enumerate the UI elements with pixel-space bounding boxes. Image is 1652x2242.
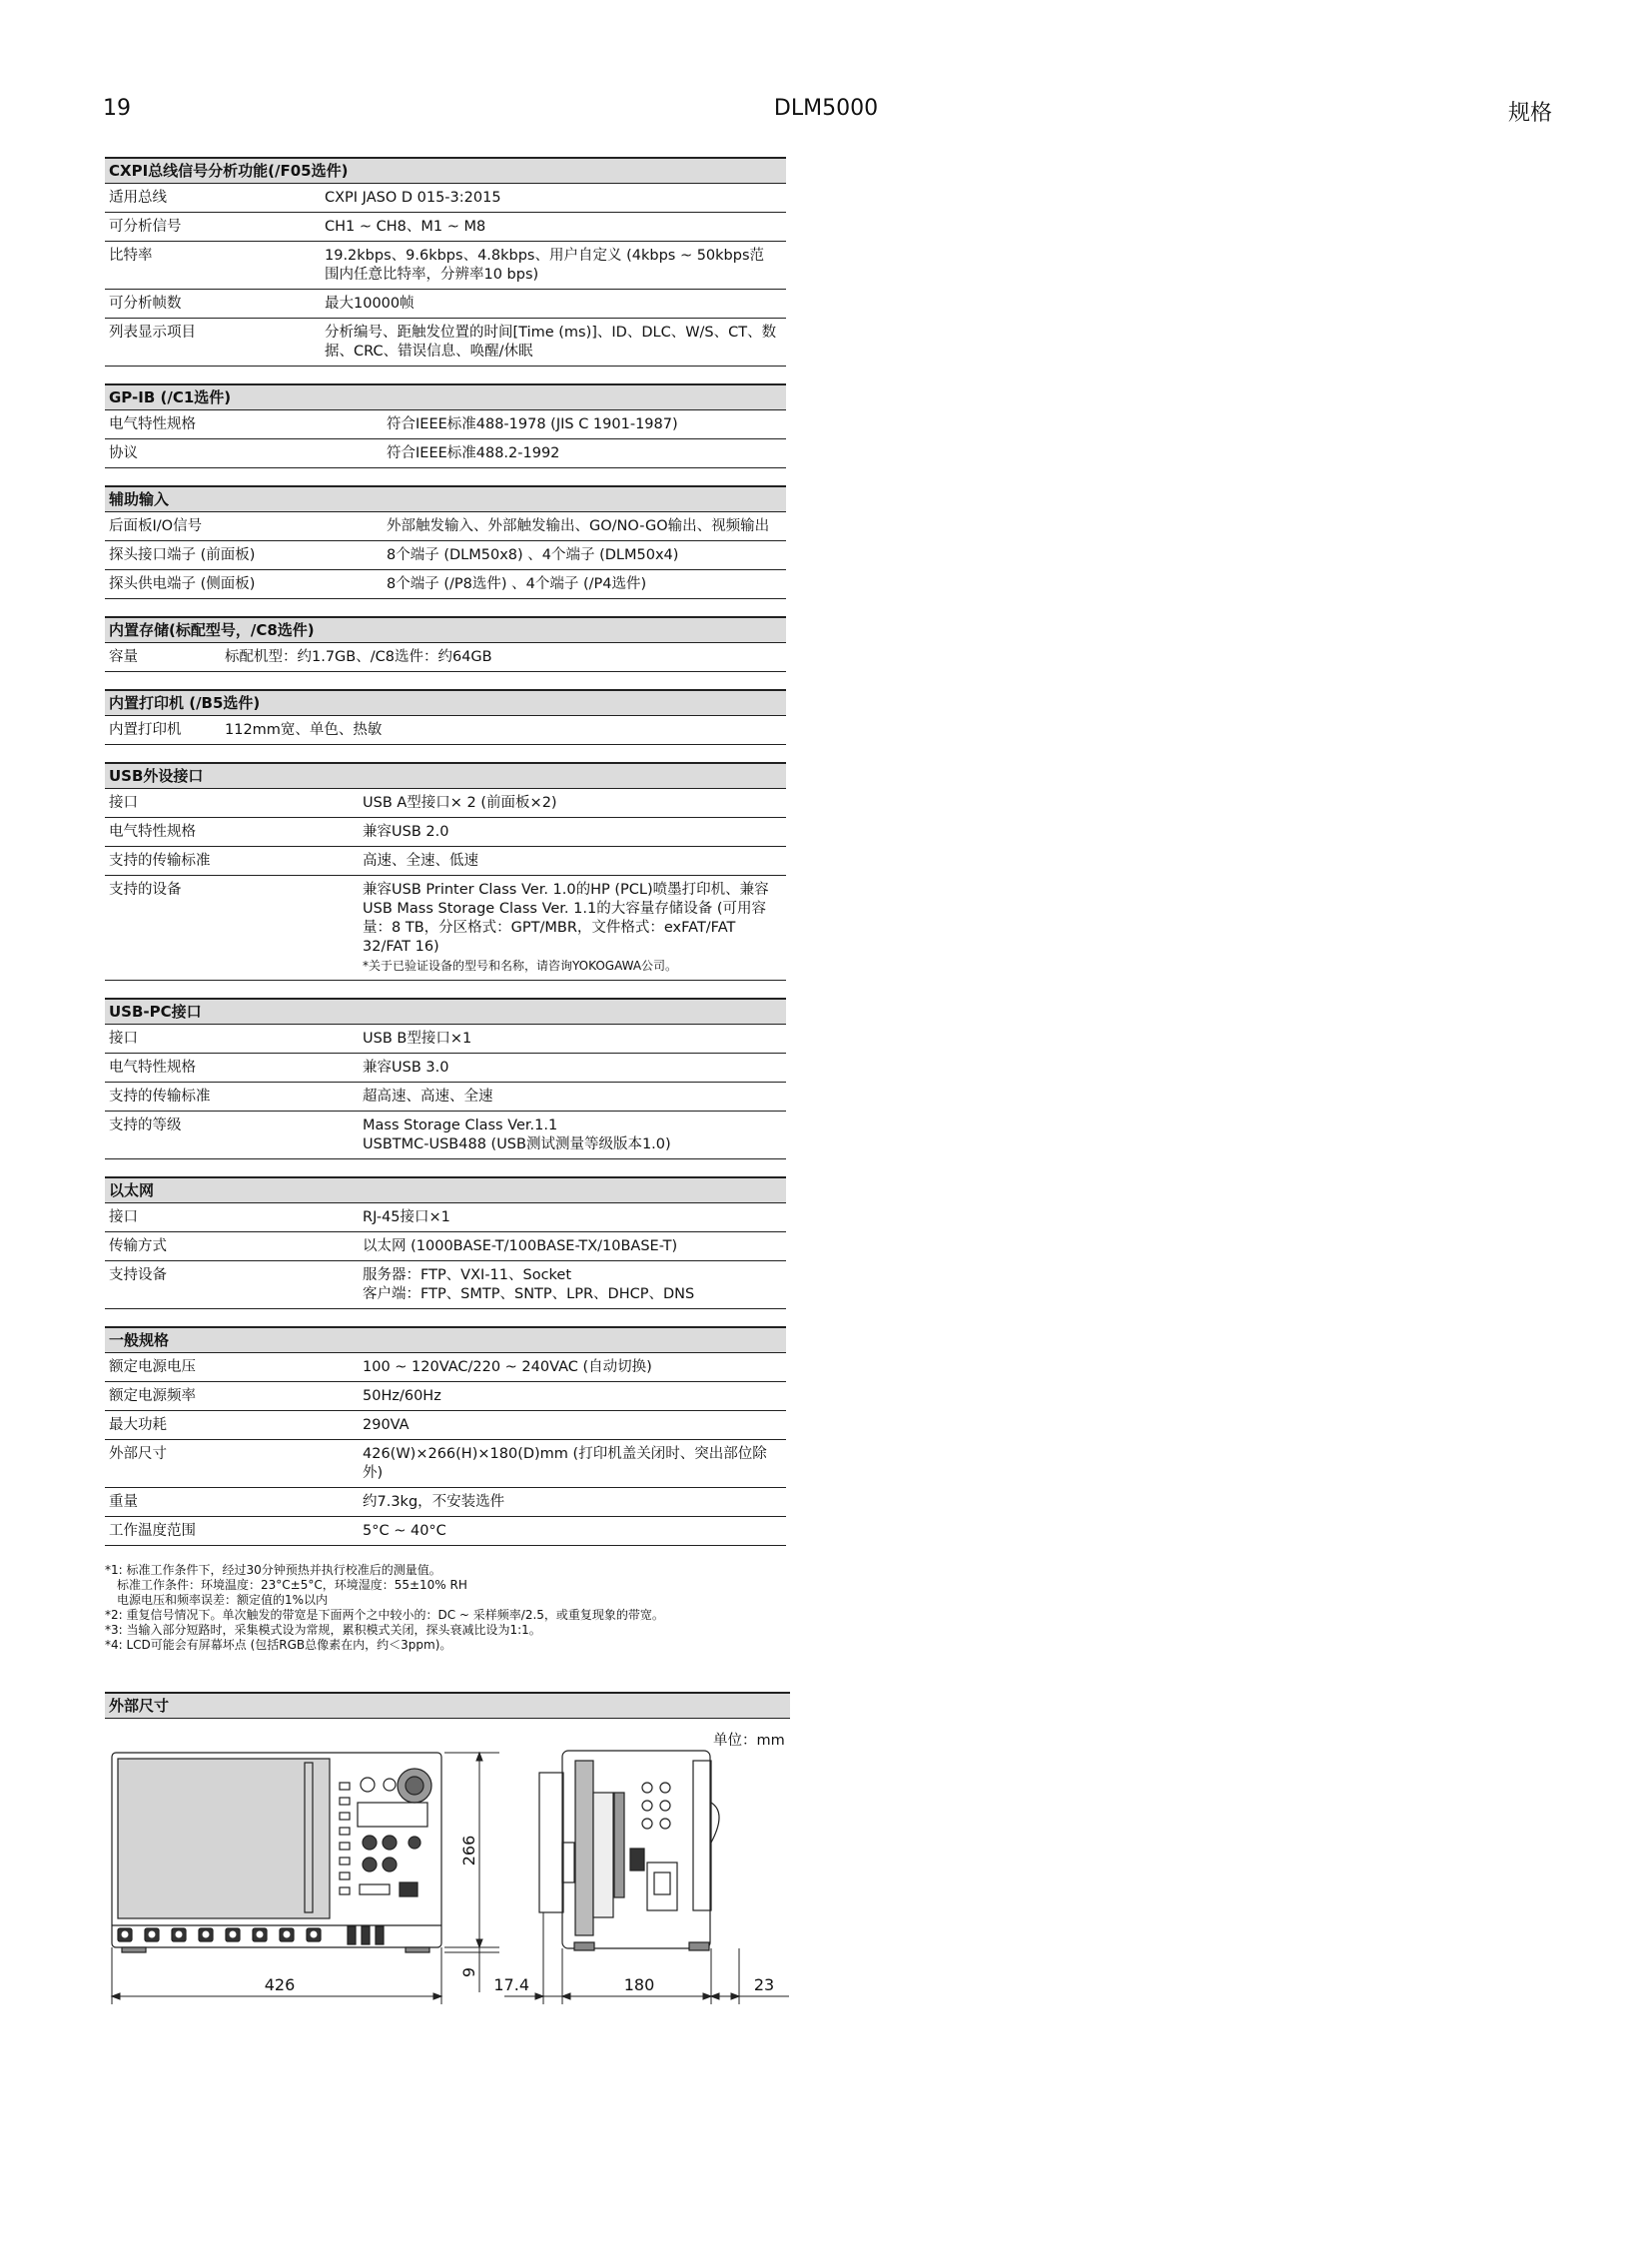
spec-row — [105, 1232, 786, 1261]
spec-label: 电气特性规格 — [109, 824, 196, 840]
dim-foot: 9 — [459, 1966, 478, 1978]
spec-value — [225, 721, 786, 740]
spec-value — [363, 1387, 786, 1406]
spec-value-text: 50Hz/60Hz — [363, 1388, 441, 1404]
spec-value-text: 兼容USB 2.0 — [363, 824, 449, 840]
spec-value — [325, 247, 786, 285]
section-heading: 以太网 — [105, 1176, 786, 1203]
spec-note: *关于已验证设备的型号和名称，请咨询YOKOGAWA公司。 — [363, 959, 678, 973]
page-number: 19 — [103, 96, 131, 121]
spec-value — [363, 1266, 786, 1304]
spec-label: 传输方式 — [109, 1238, 167, 1254]
dim-front: 23 — [753, 1975, 775, 1994]
spec-row — [105, 512, 786, 541]
spec-label: 内置打印机 — [109, 722, 182, 738]
spec-row — [105, 410, 786, 439]
spec-label: 支持的设备 — [109, 882, 182, 898]
spec-value — [325, 218, 786, 237]
spec-value-text: 19.2kbps、9.6kbps、4.8kbps、用户自定义 (4kbps ~ 50kbps范围内任意比特率，分辨率10 bps) — [325, 248, 765, 283]
spec-value-text: 分析编号、距触发位置的时间[Time (ms)]、ID、DLC、W/S、CT、数据、CRC、错误信息、唤醒/休眠 — [325, 325, 777, 360]
spec-label: 重量 — [109, 1494, 138, 1510]
spec-value-text: USB B型接口×1 — [363, 1031, 472, 1047]
spec-row — [105, 184, 786, 213]
spec-label: 适用总线 — [109, 190, 167, 206]
spec-value — [325, 295, 786, 314]
spec-section — [105, 689, 786, 745]
spec-row — [105, 290, 786, 319]
spec-row — [105, 847, 786, 876]
spec-value — [363, 1237, 786, 1256]
spec-row — [105, 1382, 786, 1411]
section-heading: 内置打印机 (/B5选件) — [105, 689, 786, 716]
spec-row — [105, 319, 786, 367]
spec-row — [105, 1054, 786, 1083]
spec-row — [105, 1440, 786, 1488]
spec-label: 电气特性规格 — [109, 1060, 196, 1076]
spec-row — [105, 1261, 786, 1309]
spec-label: 最大功耗 — [109, 1417, 167, 1433]
spec-row — [105, 570, 786, 599]
spec-value-text: CH1 ~ CH8、M1 ~ M8 — [325, 219, 486, 235]
spec-section — [105, 1176, 786, 1309]
spec-value-text: RJ-45接口×1 — [363, 1209, 450, 1225]
spec-row — [105, 789, 786, 818]
spec-value-text: 最大10000帧 — [325, 296, 414, 312]
spec-value — [387, 415, 786, 434]
spec-value — [363, 1445, 786, 1483]
dimension-drawing — [100, 1743, 789, 2007]
spec-label: 支持设备 — [109, 1267, 167, 1283]
footnote: 电源电压和频率误差：额定值的1%以内 — [105, 1593, 329, 1607]
spec-value-text: 标配机型：约1.7GB、/C8选件：约64GB — [225, 649, 492, 665]
spec-value — [363, 1117, 786, 1154]
section-heading: 辅助输入 — [105, 485, 786, 512]
spec-row — [105, 1411, 786, 1440]
spec-row — [105, 643, 786, 672]
spec-row — [105, 716, 786, 745]
spec-value — [363, 794, 786, 813]
section-heading: USB外设接口 — [105, 762, 786, 789]
footnote: *1: 标准工作条件下，经过30分钟预热并执行校准后的测量值。 — [105, 1563, 441, 1577]
spec-value-text: 112mm宽、单色、热敏 — [225, 722, 383, 738]
spec-label: 容量 — [109, 649, 138, 665]
spec-label: 协议 — [109, 445, 138, 461]
spec-value — [363, 852, 786, 871]
spec-value-text: 100 ~ 120VAC/220 ~ 240VAC (自动切换) — [363, 1359, 652, 1375]
spec-value-text: 290VA — [363, 1417, 410, 1433]
dim-width: 426 — [264, 1975, 296, 1994]
footnote: 标准工作条件：环境温度：23°C±5°C，环境湿度：55±10% RH — [105, 1578, 467, 1592]
spec-label: 接口 — [109, 1031, 138, 1047]
front-view — [112, 1753, 441, 1952]
spec-label: 支持的等级 — [109, 1118, 182, 1133]
spec-label: 额定电源电压 — [109, 1359, 196, 1375]
section-heading: GP-IB (/C1选件) — [105, 383, 786, 410]
spec-value-text: 服务器：FTP、VXI-11、Socket 客户端：FTP、SMTP、SNTP、LPR、DHCP、DNS — [363, 1267, 695, 1302]
dim-rear: 17.4 — [493, 1975, 529, 1994]
spec-section — [105, 383, 786, 468]
footnotes — [105, 1563, 786, 1653]
spec-row — [105, 439, 786, 468]
spec-value — [363, 881, 786, 976]
spec-label: 接口 — [109, 795, 138, 811]
footnote: *4: LCD可能会有屏幕坏点 (包括RGB总像素在内，约＜3ppm)。 — [105, 1638, 452, 1652]
spec-value-text: 超高速、高速、全速 — [363, 1089, 493, 1105]
spec-row — [105, 1353, 786, 1382]
spec-row — [105, 1203, 786, 1232]
spec-value-text: 符合IEEE标准488-1978 (JIS C 1901-1987) — [387, 416, 678, 432]
spec-row — [105, 876, 786, 981]
spec-section — [105, 998, 786, 1159]
spec-value-text: 符合IEEE标准488.2-1992 — [387, 445, 560, 461]
spec-value — [363, 823, 786, 842]
spec-label: 比特率 — [109, 248, 153, 264]
spec-row — [105, 1517, 786, 1546]
spec-label: 探头接口端子 (前面板) — [109, 547, 256, 563]
section-heading: CXPI总线信号分析功能(/F05选件) — [105, 157, 786, 184]
spec-value-text: USB A型接口× 2 (前面板×2) — [363, 795, 557, 811]
spec-value-text: 426(W)×266(H)×180(D)mm (打印机盖关闭时、突出部位除外) — [363, 1446, 767, 1481]
spec-content — [105, 157, 786, 1675]
spec-label: 外部尺寸 — [109, 1446, 167, 1462]
spec-row — [105, 213, 786, 242]
section-heading: 内置存储(标配型号，/C8选件) — [105, 616, 786, 643]
footnote: *3: 当输入部分短路时，采集模式设为常规，累积模式关闭，探头衰减比设为1:1。 — [105, 1623, 541, 1637]
spec-section — [105, 157, 786, 367]
spec-value-text: 高速、全速、低速 — [363, 853, 478, 869]
spec-value-text: 兼容USB 3.0 — [363, 1060, 449, 1076]
spec-row — [105, 1025, 786, 1054]
spec-value-text: 8个端子 (DLM50x8) 、4个端子 (DLM50x4) — [387, 547, 679, 563]
spec-value — [363, 1059, 786, 1078]
spec-value-text: 外部触发输入、外部触发输出、GO/NO-GO输出、视频输出 — [387, 518, 770, 534]
spec-label: 接口 — [109, 1209, 138, 1225]
spec-value — [325, 189, 786, 208]
spec-value-text: 约7.3kg，不安装选件 — [363, 1494, 505, 1510]
spec-label: 列表显示项目 — [109, 325, 196, 341]
spec-value — [387, 546, 786, 565]
footnote: *2: 重复信号情况下。单次触发的带宽是下面两个之中较小的：DC ~ 采样频率/2.5，或重复现象的带宽。 — [105, 1608, 664, 1622]
spec-label: 后面板I/O信号 — [109, 518, 203, 534]
spec-value — [387, 517, 786, 536]
spec-label: 工作温度范围 — [109, 1523, 196, 1539]
spec-value-text: CXPI JASO D 015-3:2015 — [325, 190, 501, 206]
spec-value — [387, 444, 786, 463]
spec-section — [105, 762, 786, 981]
spec-value-text: 8个端子 (/P8选件) 、4个端子 (/P4选件) — [387, 576, 647, 592]
spec-value — [363, 1358, 786, 1377]
spec-value — [363, 1493, 786, 1512]
dimensions-heading: 外部尺寸 — [105, 1692, 790, 1719]
spec-value-text: Mass Storage Class Ver.1.1 USBTMC-USB488 (USB测试测量等级版本1.0) — [363, 1118, 671, 1152]
spec-value — [363, 1030, 786, 1049]
spec-value — [325, 324, 786, 362]
spec-label: 可分析帧数 — [109, 296, 182, 312]
spec-row — [105, 242, 786, 290]
document-title: DLM5000 — [773, 96, 879, 121]
spec-row — [105, 541, 786, 570]
spec-value — [363, 1416, 786, 1435]
spec-row — [105, 1112, 786, 1159]
spec-value — [363, 1522, 786, 1541]
section-label: 规格 — [1507, 101, 1552, 126]
spec-label: 探头供电端子 (侧面板) — [109, 576, 256, 592]
spec-label: 支持的传输标准 — [109, 1089, 211, 1105]
section-heading: USB-PC接口 — [105, 998, 786, 1025]
spec-value-text: 5°C ~ 40°C — [363, 1523, 446, 1539]
spec-row — [105, 1083, 786, 1112]
spec-value — [225, 648, 786, 667]
spec-value — [363, 1208, 786, 1227]
spec-value — [363, 1088, 786, 1107]
dim-depth: 180 — [623, 1975, 655, 1994]
spec-value-text: 兼容USB Printer Class Ver. 1.0的HP (PCL)喷墨打印机、兼容USB Mass Storage Class Ver. 1.1的大容量存储设备 (可用容量：8 TB，分区格式：GPT/MBR，文件格式：exFAT/FAT 32/FAT 16) — [363, 882, 769, 955]
screen-area — [118, 1759, 330, 1918]
spec-section — [105, 485, 786, 599]
spec-section — [105, 616, 786, 672]
spec-row — [105, 1488, 786, 1517]
dim-height: 266 — [459, 1835, 478, 1867]
spec-value — [387, 575, 786, 594]
section-heading: 一般规格 — [105, 1326, 786, 1353]
spec-value-text: 以太网 (1000BASE-T/100BASE-TX/10BASE-T) — [363, 1238, 678, 1254]
spec-label: 电气特性规格 — [109, 416, 196, 432]
spec-label: 额定电源频率 — [109, 1388, 196, 1404]
spec-row — [105, 818, 786, 847]
side-view — [539, 1751, 719, 1950]
unit-label: 单位：mm — [713, 1733, 785, 1749]
spec-section — [105, 1326, 786, 1546]
spec-label: 支持的传输标准 — [109, 853, 211, 869]
spec-label: 可分析信号 — [109, 219, 182, 235]
